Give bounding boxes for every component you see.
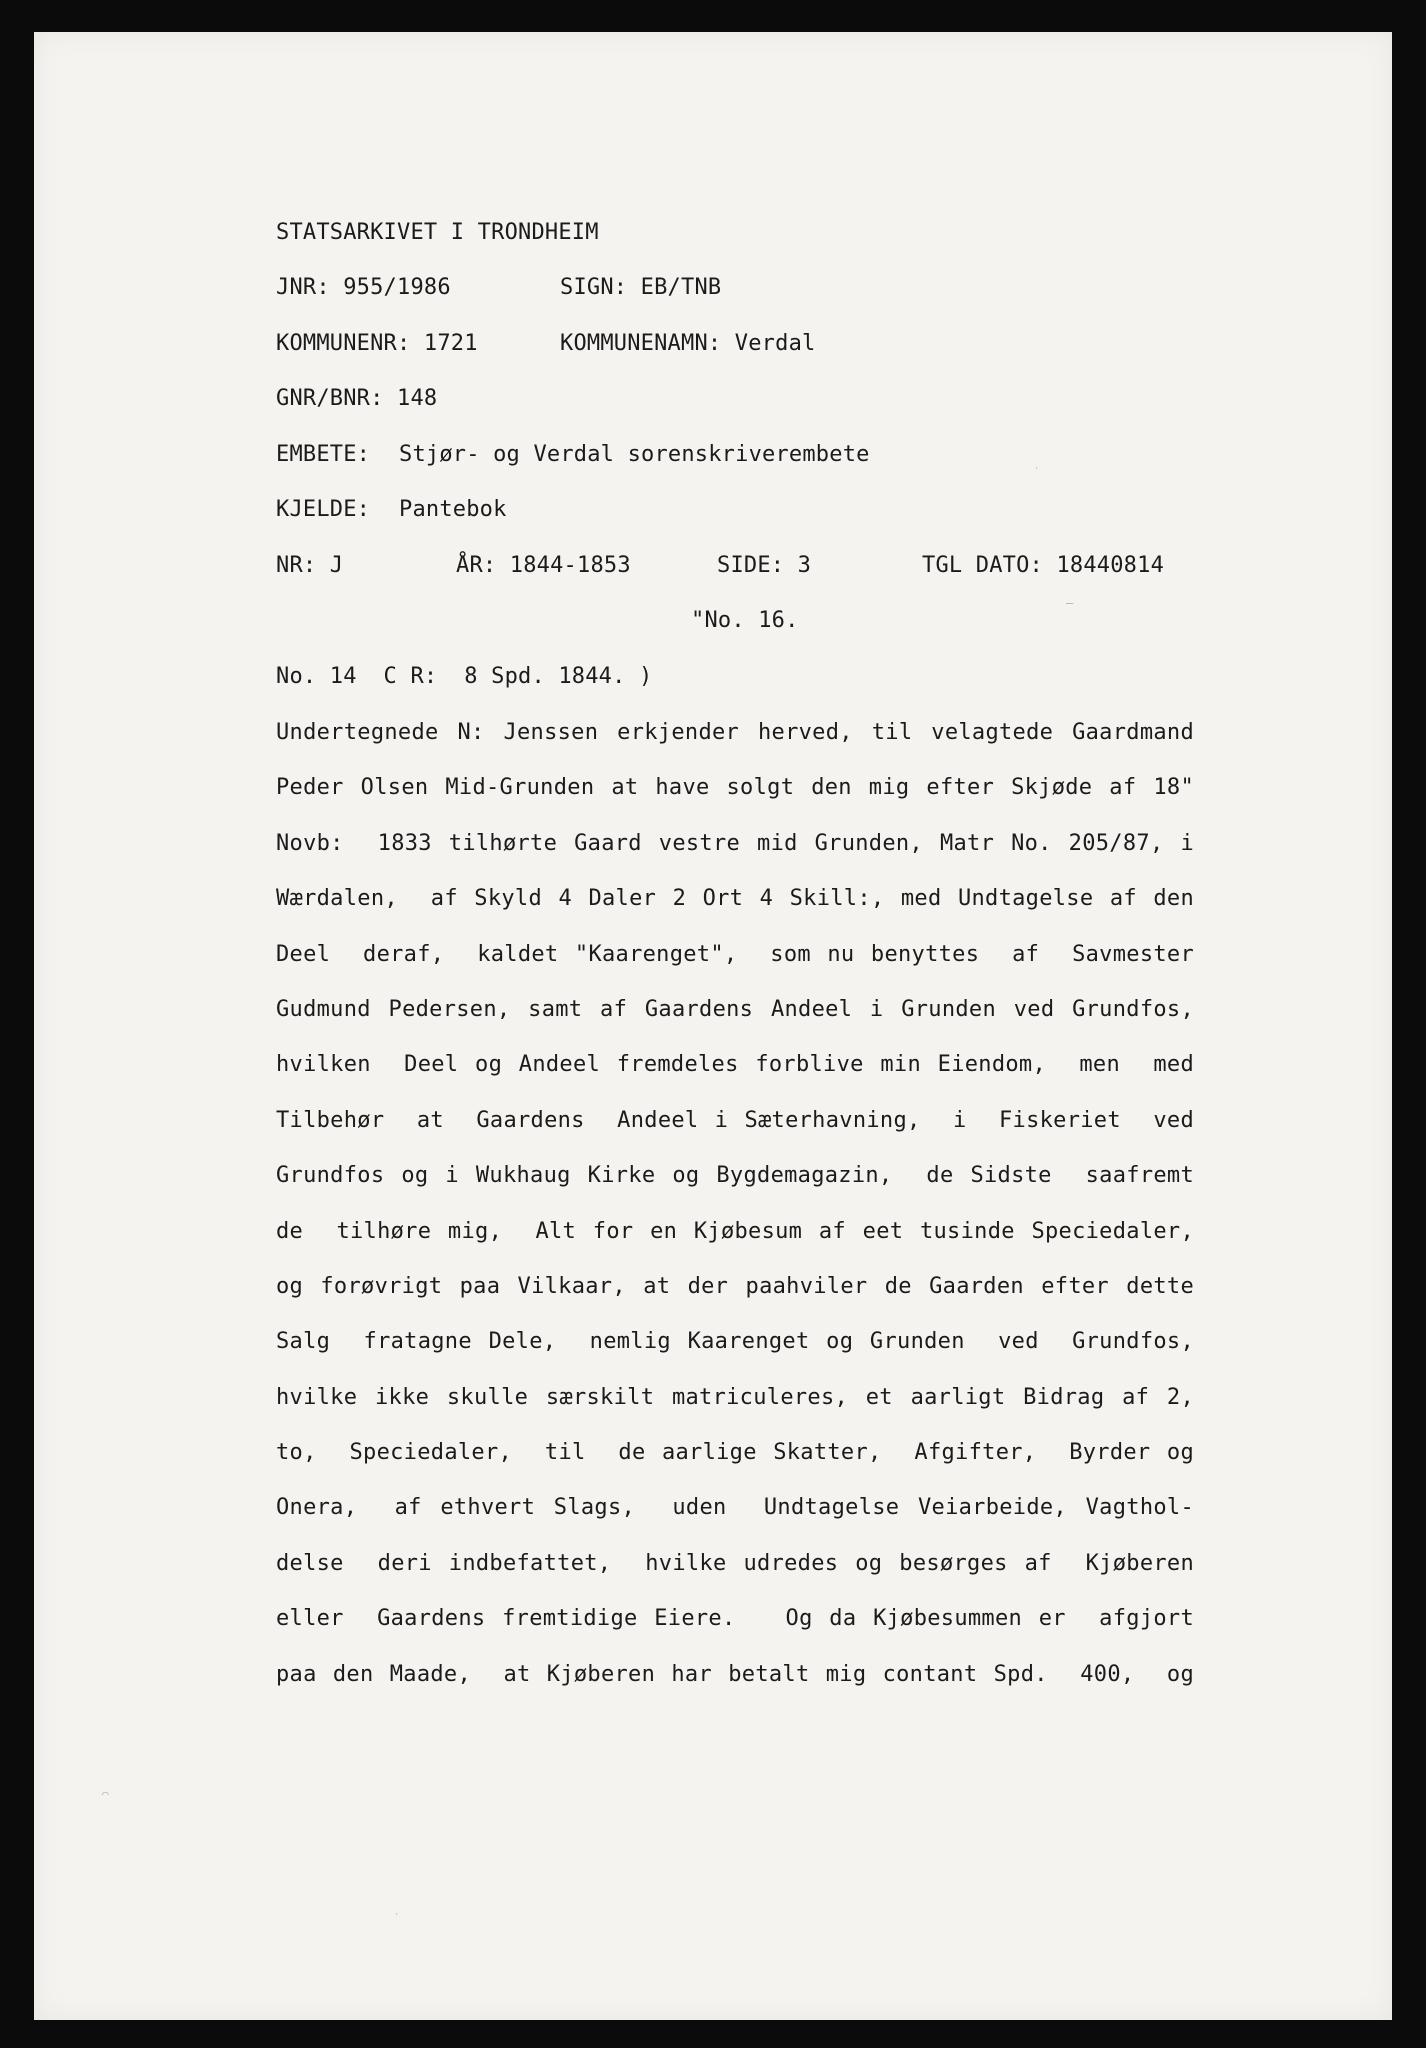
side-field: SIDE: 3 — [717, 553, 812, 578]
body-line: Salg fratagne Dele, nemlig Kaarenget og Grunden ved Grundfos, — [276, 1329, 1194, 1355]
tgl-dato-field: TGL DATO: 18440814 — [922, 553, 1165, 578]
body-line: Undertegnede N: Jenssen erkjender herved, til velagtede Gaardmand — [276, 720, 1194, 745]
body-line: hvilken Deel og Andeel fremdeles forblive min Eiendom, men med — [276, 1052, 1194, 1078]
body-line: Peder Olsen Mid-Grunden at have solgt den mig efter Skjøde af 18" — [276, 775, 1194, 801]
embete-value: Stjør- og Verdal sorenskriverembete — [399, 442, 870, 467]
body-line: eller Gaardens fremtidige Eiere. Og da Kjøbesummen er afgjort — [276, 1606, 1194, 1632]
body-line: Wærdalen, af Skyld 4 Daler 2 Ort 4 Skill:, med Undtagelse af den — [276, 886, 1194, 912]
gnr-bnr-field: GNR/BNR: 148 — [276, 386, 438, 411]
body-line: de tilhøre mig, Alt for en Kjøbesum af eet tusinde Speciedaler, — [276, 1218, 1194, 1244]
body-line: paa den Maade, at Kjøberen har betalt mig contant Spd. 400, og — [276, 1661, 1194, 1687]
stray-dot: · — [394, 1910, 400, 1920]
stray-dot: · — [1034, 464, 1040, 474]
body-line: Gudmund Pedersen, samt af Gaardens Andeel i Grunden ved Grundfos, — [276, 996, 1194, 1022]
kommunenr-field: KOMMUNENR: 1721 — [276, 331, 478, 356]
body-line: Novb: 1833 tilhørte Gaard vestre mid Grunden, Matr No. 205/87, i — [276, 830, 1194, 856]
archive-name: STATSARKIVET I TRONDHEIM — [276, 220, 599, 245]
kjelde-label: KJELDE: — [276, 497, 371, 522]
body-line: hvilke ikke skulle særskilt matriculeres, et aarligt Bidrag af 2, — [276, 1384, 1194, 1410]
ar-field: ÅR: 1844-1853 — [456, 553, 631, 578]
entry-reference: No. 14 C R: 8 Spd. 1844. ) — [276, 664, 653, 689]
kjelde-value: Pantebok — [399, 497, 507, 522]
stray-mark: – — [1066, 596, 1074, 610]
body-line: delse deri indbefattet, hvilke udredes og besørges af Kjøberen — [276, 1550, 1194, 1576]
embete-label: EMBETE: — [276, 442, 371, 467]
body-line: to, Speciedaler, til de aarlige Skatter, Afgifter, Byrder og — [276, 1440, 1194, 1466]
transcription-body — [276, 718, 1194, 1715]
body-line: Onera, af ethvert Slags, uden Undtagelse Veiarbeide, Vagthol- — [276, 1495, 1194, 1521]
jnr-field: JNR: 955/1986 — [276, 275, 451, 300]
nr-field: NR: J — [276, 553, 344, 578]
entry-heading: "No. 16. — [691, 608, 799, 633]
body-line: Grundfos og i Wukhaug Kirke og Bygdemagazin, de Sidste saafremt — [276, 1163, 1194, 1189]
body-line: og forøvrigt paa Vilkaar, at der paahviler de Gaarden efter dette — [276, 1273, 1194, 1299]
body-line: Deel deraf, kaldet "Kaarenget", som nu benyttes af Savmester — [276, 941, 1194, 967]
body-line: Tilbehør at Gaardens Andeel i Sæterhavning, i Fiskeriet ved — [276, 1107, 1194, 1133]
document-page — [34, 32, 1392, 2020]
kommunenamn-field: KOMMUNENAMN: Verdal — [560, 331, 816, 356]
stray-mark: ◠ — [102, 1788, 109, 1801]
sign-field: SIGN: EB/TNB — [560, 275, 722, 300]
